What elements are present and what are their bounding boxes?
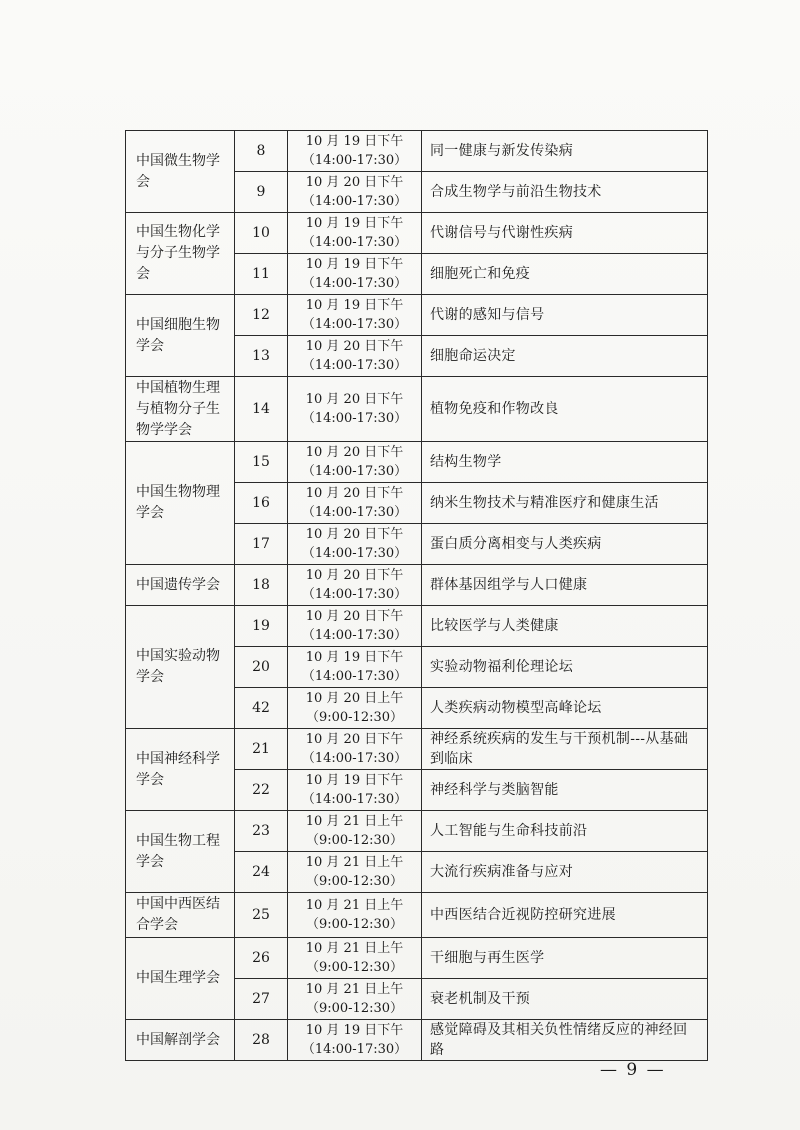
forum-topic: 细胞命运决定 (422, 336, 708, 377)
forum-time: 10 月 19 日下午 （14:00-17:30） (288, 1020, 422, 1061)
society-cell: 中国实验动物学会 (126, 606, 235, 729)
forum-number: 26 (235, 938, 288, 979)
forum-topic: 蛋白质分离相变与人类疾病 (422, 524, 708, 565)
forum-number: 23 (235, 811, 288, 852)
society-cell: 中国生理学会 (126, 938, 235, 1020)
forum-time: 10 月 21 日上午 （9:00-12:30） (288, 893, 422, 938)
forum-number: 8 (235, 131, 288, 172)
table-row (126, 565, 708, 606)
society-cell: 中国解剖学会 (126, 1020, 235, 1061)
forum-time: 10 月 19 日下午 （14:00-17:30） (288, 295, 422, 336)
forum-topic: 合成生物学与前沿生物技术 (422, 172, 708, 213)
forum-topic: 神经科学与类脑智能 (422, 770, 708, 811)
table-row (126, 131, 708, 172)
forum-topic: 细胞死亡和免疫 (422, 254, 708, 295)
forum-time: 10 月 20 日下午 （14:00-17:30） (288, 606, 422, 647)
forum-time: 10 月 21 日上午 （9:00-12:30） (288, 938, 422, 979)
page-number: — 9 — (600, 1060, 666, 1080)
forum-time: 10 月 19 日下午 （14:00-17:30） (288, 131, 422, 172)
forum-time: 10 月 20 日下午 （14:00-17:30） (288, 565, 422, 606)
forum-topic: 植物免疫和作物改良 (422, 377, 708, 442)
forum-topic: 大流行疾病准备与应对 (422, 852, 708, 893)
forum-number: 13 (235, 336, 288, 377)
forum-number: 16 (235, 483, 288, 524)
forum-number: 9 (235, 172, 288, 213)
forum-topic: 结构生物学 (422, 442, 708, 483)
society-cell: 中国生物化学与分子生物学会 (126, 213, 235, 295)
forum-topic: 比较医学与人类健康 (422, 606, 708, 647)
forum-number: 14 (235, 377, 288, 442)
forum-topic: 群体基因组学与人口健康 (422, 565, 708, 606)
forum-number: 10 (235, 213, 288, 254)
society-cell: 中国神经科学学会 (126, 729, 235, 811)
forum-number: 28 (235, 1020, 288, 1061)
forum-topic: 神经系统疾病的发生与干预机制---从基础到临床 (422, 729, 708, 770)
forum-time: 10 月 20 日上午 （9:00-12:30） (288, 688, 422, 729)
forum-time: 10 月 20 日下午 （14:00-17:30） (288, 729, 422, 770)
table-row (126, 811, 708, 852)
forum-time: 10 月 19 日下午 （14:00-17:30） (288, 770, 422, 811)
forum-number: 20 (235, 647, 288, 688)
forum-topic: 人类疾病动物模型高峰论坛 (422, 688, 708, 729)
forum-schedule-table (125, 130, 708, 1061)
table-row (126, 938, 708, 979)
table-row (126, 377, 708, 442)
forum-topic: 代谢的感知与信号 (422, 295, 708, 336)
society-cell: 中国植物生理与植物分子生物学学会 (126, 377, 235, 442)
forum-number: 17 (235, 524, 288, 565)
forum-topic: 干细胞与再生医学 (422, 938, 708, 979)
forum-number: 15 (235, 442, 288, 483)
forum-topic: 衰老机制及干预 (422, 979, 708, 1020)
table-row (126, 606, 708, 647)
forum-number: 22 (235, 770, 288, 811)
forum-time: 10 月 19 日下午 （14:00-17:30） (288, 213, 422, 254)
forum-topic: 中西医结合近视防控研究进展 (422, 893, 708, 938)
forum-number: 25 (235, 893, 288, 938)
forum-time: 10 月 20 日下午 （14:00-17:30） (288, 442, 422, 483)
forum-number: 18 (235, 565, 288, 606)
forum-time: 10 月 20 日下午 （14:00-17:30） (288, 336, 422, 377)
table-row (126, 295, 708, 336)
forum-topic: 感觉障碍及其相关负性情绪反应的神经回路 (422, 1020, 708, 1061)
table-row (126, 893, 708, 938)
society-cell: 中国细胞生物学会 (126, 295, 235, 377)
forum-number: 21 (235, 729, 288, 770)
table-row (126, 442, 708, 483)
table-row (126, 1020, 708, 1061)
table-row (126, 729, 708, 770)
society-cell: 中国中西医结合学会 (126, 893, 235, 938)
forum-time: 10 月 20 日下午 （14:00-17:30） (288, 483, 422, 524)
forum-time: 10 月 21 日上午 （9:00-12:30） (288, 852, 422, 893)
society-cell: 中国生物物理学会 (126, 442, 235, 565)
forum-topic: 代谢信号与代谢性疾病 (422, 213, 708, 254)
society-cell: 中国遗传学会 (126, 565, 235, 606)
forum-number: 12 (235, 295, 288, 336)
forum-time: 10 月 19 日下午 （14:00-17:30） (288, 254, 422, 295)
society-cell: 中国生物工程学会 (126, 811, 235, 893)
forum-time: 10 月 20 日下午 （14:00-17:30） (288, 377, 422, 442)
forum-topic: 纳米生物技术与精准医疗和健康生活 (422, 483, 708, 524)
forum-topic: 人工智能与生命科技前沿 (422, 811, 708, 852)
table-row (126, 213, 708, 254)
forum-time: 10 月 20 日下午 （14:00-17:30） (288, 524, 422, 565)
forum-time: 10 月 20 日下午 （14:00-17:30） (288, 172, 422, 213)
forum-topic: 同一健康与新发传染病 (422, 131, 708, 172)
forum-time: 10 月 21 日上午 （9:00-12:30） (288, 811, 422, 852)
forum-number: 42 (235, 688, 288, 729)
forum-number: 19 (235, 606, 288, 647)
society-cell: 中国微生物学会 (126, 131, 235, 213)
forum-topic: 实验动物福利伦理论坛 (422, 647, 708, 688)
forum-time: 10 月 21 日上午 （9:00-12:30） (288, 979, 422, 1020)
forum-number: 24 (235, 852, 288, 893)
forum-number: 27 (235, 979, 288, 1020)
forum-number: 11 (235, 254, 288, 295)
forum-time: 10 月 19 日下午 （14:00-17:30） (288, 647, 422, 688)
